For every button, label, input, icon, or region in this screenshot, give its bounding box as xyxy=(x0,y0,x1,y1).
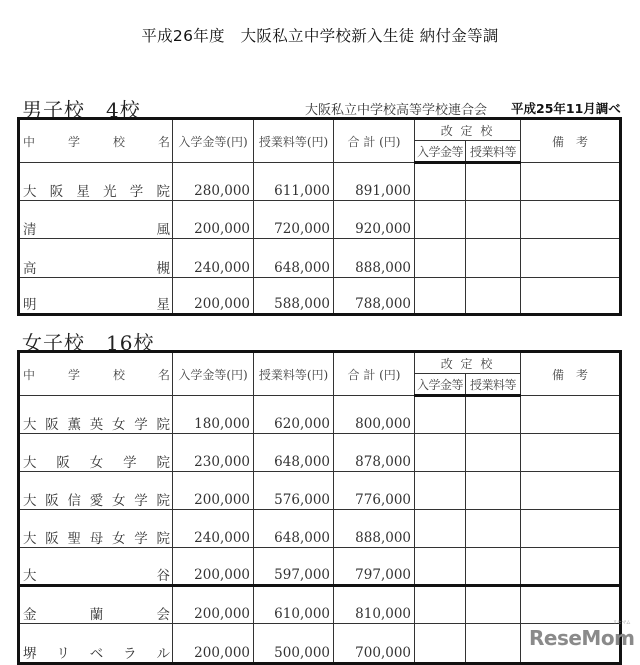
tuition-cell: 620,000 xyxy=(254,396,334,434)
revised-schools-header: 改 定 校 xyxy=(415,352,521,374)
boys-rows xyxy=(19,163,621,315)
total-cell: 891,000 xyxy=(334,163,415,201)
school-name-cell: 大 谷 xyxy=(19,548,173,586)
header-char: 校 xyxy=(112,134,125,149)
revised-tuition-cell xyxy=(466,278,521,315)
header-char: 学 xyxy=(67,367,80,382)
remarks-cell xyxy=(521,201,621,239)
tuition-cell: 648,000 xyxy=(254,434,334,472)
school-name-cell: 金 蘭 会 xyxy=(19,586,173,624)
tuition-cell: 720,000 xyxy=(254,201,334,239)
revised-admission-cell xyxy=(415,586,466,624)
boys-fee-table xyxy=(17,117,622,316)
tuition-cell: 648,000 xyxy=(254,239,334,278)
tuition-cell: 588,000 xyxy=(254,278,334,315)
tuition-cell: 500,000 xyxy=(254,624,334,664)
table-row xyxy=(19,510,621,548)
organization-label: 大阪私立中学校高等学校連合会 xyxy=(305,103,488,118)
header-char: 名 xyxy=(157,367,170,382)
admission-fee-cell: 200,000 xyxy=(173,624,254,664)
school-name-cell: 清 風 xyxy=(19,201,173,239)
total-cell: 776,000 xyxy=(334,472,415,510)
remarks-cell xyxy=(521,163,621,201)
admission-fee-header: 入学金等(円) xyxy=(173,352,254,396)
remarks-cell xyxy=(521,434,621,472)
school-name-cell: 大 阪 星 光 学 院 xyxy=(19,163,173,201)
total-header: 合 計 (円) xyxy=(334,119,415,163)
table-row xyxy=(19,163,621,201)
total-cell: 888,000 xyxy=(334,510,415,548)
admission-fee-cell: 200,000 xyxy=(173,278,254,315)
tuition-cell: 576,000 xyxy=(254,472,334,510)
revised-tuition-cell xyxy=(466,434,521,472)
revised-admission-cell xyxy=(415,239,466,278)
revised-admission-header: 入学金等 xyxy=(415,141,466,163)
girls-section-title: 女子校 16校 xyxy=(22,331,155,355)
revised-tuition-cell xyxy=(466,510,521,548)
revised-admission-cell xyxy=(415,434,466,472)
remarks-cell xyxy=(521,472,621,510)
revised-tuition-cell xyxy=(466,201,521,239)
tuition-header: 授業料等(円) xyxy=(254,352,334,396)
school-name-cell: 大 阪 聖 母 女 学 院 xyxy=(19,510,173,548)
total-header: 合 計 (円) xyxy=(334,352,415,396)
survey-date: 平成25年11月調べ xyxy=(511,101,621,116)
revised-tuition-header: 授業料等 xyxy=(466,374,521,396)
admission-fee-cell: 280,000 xyxy=(173,163,254,201)
table-row xyxy=(19,434,621,472)
remarks-cell xyxy=(521,278,621,315)
remarks-cell xyxy=(521,586,621,624)
school-name-chars xyxy=(20,133,172,150)
admission-fee-cell: 200,000 xyxy=(173,472,254,510)
tuition-cell: 610,000 xyxy=(254,586,334,624)
revised-tuition-cell xyxy=(466,548,521,586)
header-char: 学 xyxy=(67,134,80,149)
total-cell: 797,000 xyxy=(334,548,415,586)
admission-fee-cell: 200,000 xyxy=(173,201,254,239)
admission-fee-cell: 200,000 xyxy=(173,586,254,624)
tuition-cell: 611,000 xyxy=(254,163,334,201)
school-name-header xyxy=(19,352,173,396)
school-name-cell: 高 槻 xyxy=(19,239,173,278)
table-row xyxy=(19,472,621,510)
girls-rows xyxy=(19,396,621,664)
admission-fee-cell: 200,000 xyxy=(173,548,254,586)
revised-admission-cell xyxy=(415,548,466,586)
header-char: 名 xyxy=(157,134,170,149)
boys-section-title: 男子校 4校 xyxy=(22,98,141,122)
school-name-cell: 大 阪 薫 英 女 学 院 xyxy=(19,396,173,434)
revised-tuition-cell xyxy=(466,163,521,201)
admission-fee-header: 入学金等(円) xyxy=(173,119,254,163)
revised-admission-cell xyxy=(415,472,466,510)
remarks-cell xyxy=(521,510,621,548)
header-char: 中 xyxy=(23,134,36,149)
admission-fee-cell: 240,000 xyxy=(173,239,254,278)
document-title: 平成26年度 大阪私立中学校新入生徒 納付金等調 xyxy=(141,27,499,45)
girls-fee-table xyxy=(17,350,622,665)
total-cell: 800,000 xyxy=(334,396,415,434)
total-cell: 920,000 xyxy=(334,201,415,239)
remarks-header: 備 考 xyxy=(521,352,621,396)
revised-tuition-header: 授業料等 xyxy=(466,141,521,163)
tuition-cell: 648,000 xyxy=(254,510,334,548)
remarks-cell xyxy=(521,239,621,278)
school-name-cell: 大 阪 女 学 院 xyxy=(19,434,173,472)
admission-fee-cell: 240,000 xyxy=(173,510,254,548)
school-name-cell: 明 星 xyxy=(19,278,173,315)
school-name-chars xyxy=(20,366,172,383)
revised-tuition-cell xyxy=(466,396,521,434)
school-name-cell: 大 阪 信 愛 女 学 院 xyxy=(19,472,173,510)
school-name-cell: 堺 リ ベ ラ ル xyxy=(19,624,173,664)
revised-admission-cell xyxy=(415,278,466,315)
revised-admission-cell xyxy=(415,624,466,664)
remarks-cell xyxy=(521,396,621,434)
header-char: 校 xyxy=(112,367,125,382)
tuition-header: 授業料等(円) xyxy=(254,119,334,163)
table-row xyxy=(19,278,621,315)
revised-tuition-cell xyxy=(466,624,521,664)
remarks-cell xyxy=(521,548,621,586)
watermark-kana: リセマム xyxy=(612,620,631,626)
revised-admission-cell xyxy=(415,510,466,548)
revised-tuition-cell xyxy=(466,586,521,624)
revised-tuition-cell xyxy=(466,239,521,278)
revised-admission-cell xyxy=(415,163,466,201)
total-cell: 878,000 xyxy=(334,434,415,472)
total-cell: 888,000 xyxy=(334,239,415,278)
table-row xyxy=(19,239,621,278)
resemom-watermark-logo xyxy=(529,620,635,650)
school-name-header xyxy=(19,119,173,163)
table-row xyxy=(19,201,621,239)
total-cell: 810,000 xyxy=(334,586,415,624)
revised-schools-header: 改 定 校 xyxy=(415,119,521,141)
tuition-cell: 597,000 xyxy=(254,548,334,586)
table-row xyxy=(19,548,621,586)
table-row xyxy=(19,396,621,434)
revised-admission-cell xyxy=(415,396,466,434)
total-cell: 700,000 xyxy=(334,624,415,664)
header-char: 中 xyxy=(23,367,36,382)
remarks-header: 備 考 xyxy=(521,119,621,163)
revised-admission-header: 入学金等 xyxy=(415,374,466,396)
revised-tuition-cell xyxy=(466,472,521,510)
admission-fee-cell: 230,000 xyxy=(173,434,254,472)
table-row xyxy=(19,586,621,624)
revised-admission-cell xyxy=(415,201,466,239)
admission-fee-cell: 180,000 xyxy=(173,396,254,434)
total-cell: 788,000 xyxy=(334,278,415,315)
watermark-brand: ReseMom xyxy=(529,626,635,650)
